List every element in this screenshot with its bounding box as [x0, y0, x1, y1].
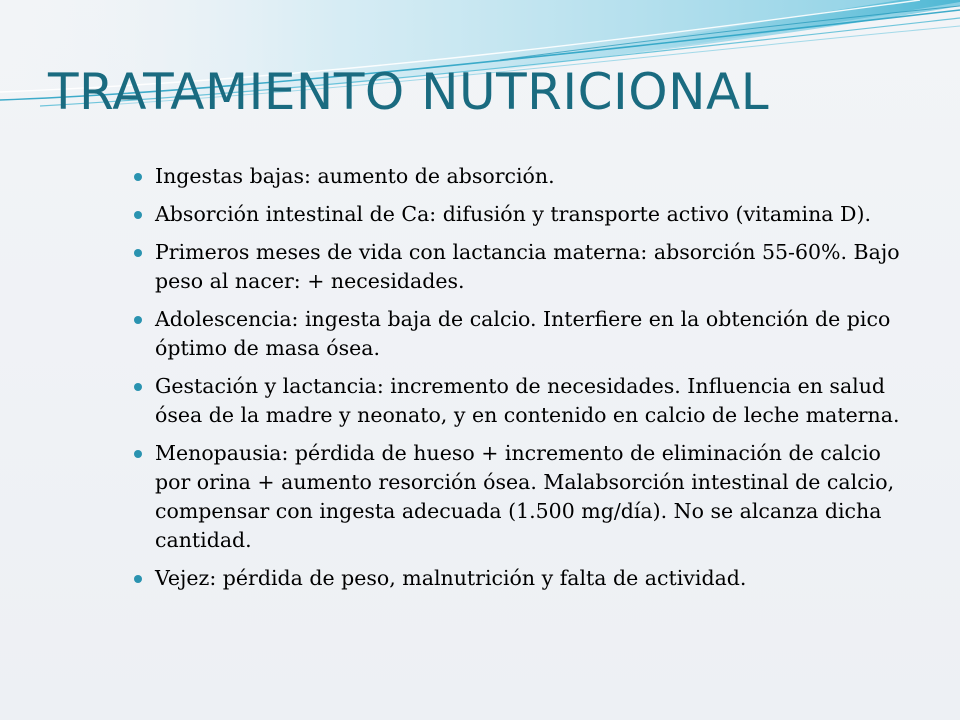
bullet-text: Ingestas bajas: aumento de absorción. — [155, 164, 555, 188]
bullet-item — [134, 238, 914, 296]
bullet-item — [134, 372, 914, 430]
bullet-item — [134, 564, 914, 593]
bullet-text: Absorción intestinal de Ca: difusión y transporte activo (vitamina D). — [155, 202, 871, 226]
bullet-text: Vejez: pérdida de peso, malnutrición y falta de actividad. — [155, 566, 747, 590]
bullet-item — [134, 305, 914, 363]
bullet-marker-icon — [134, 211, 142, 219]
bullet-marker-icon — [134, 383, 142, 391]
bullet-marker-icon — [134, 450, 142, 458]
bullet-item — [134, 162, 914, 191]
bullet-marker-icon — [134, 575, 142, 583]
bullet-item — [134, 439, 914, 555]
bullet-item — [134, 200, 914, 229]
bullet-text: Primeros meses de vida con lactancia materna: absorción 55-60%. Bajo peso al nacer: + necesidades. — [155, 240, 900, 293]
slide-title: TRATAMIENTO NUTRICIONAL — [48, 63, 770, 121]
bullet-text: Menopausia: pérdida de hueso + incremento de eliminación de calcio por orina + aumento resorción ósea. Malabsorción intestinal de calcio, compensar con ingesta adecuada (1.500 mg/día). No se alcanza dicha cantidad. — [155, 441, 895, 552]
bullet-marker-icon — [134, 249, 142, 257]
bullet-text: Adolescencia: ingesta baja de calcio. Interfiere en la obtención de pico óptimo de masa ósea. — [155, 307, 891, 360]
bullet-marker-icon — [134, 173, 142, 181]
bullet-list — [134, 162, 914, 602]
bullet-marker-icon — [134, 316, 142, 324]
bullet-text: Gestación y lactancia: incremento de necesidades. Influencia en salud ósea de la madre y neonato, y en contenido en calcio de leche materna. — [155, 374, 900, 427]
